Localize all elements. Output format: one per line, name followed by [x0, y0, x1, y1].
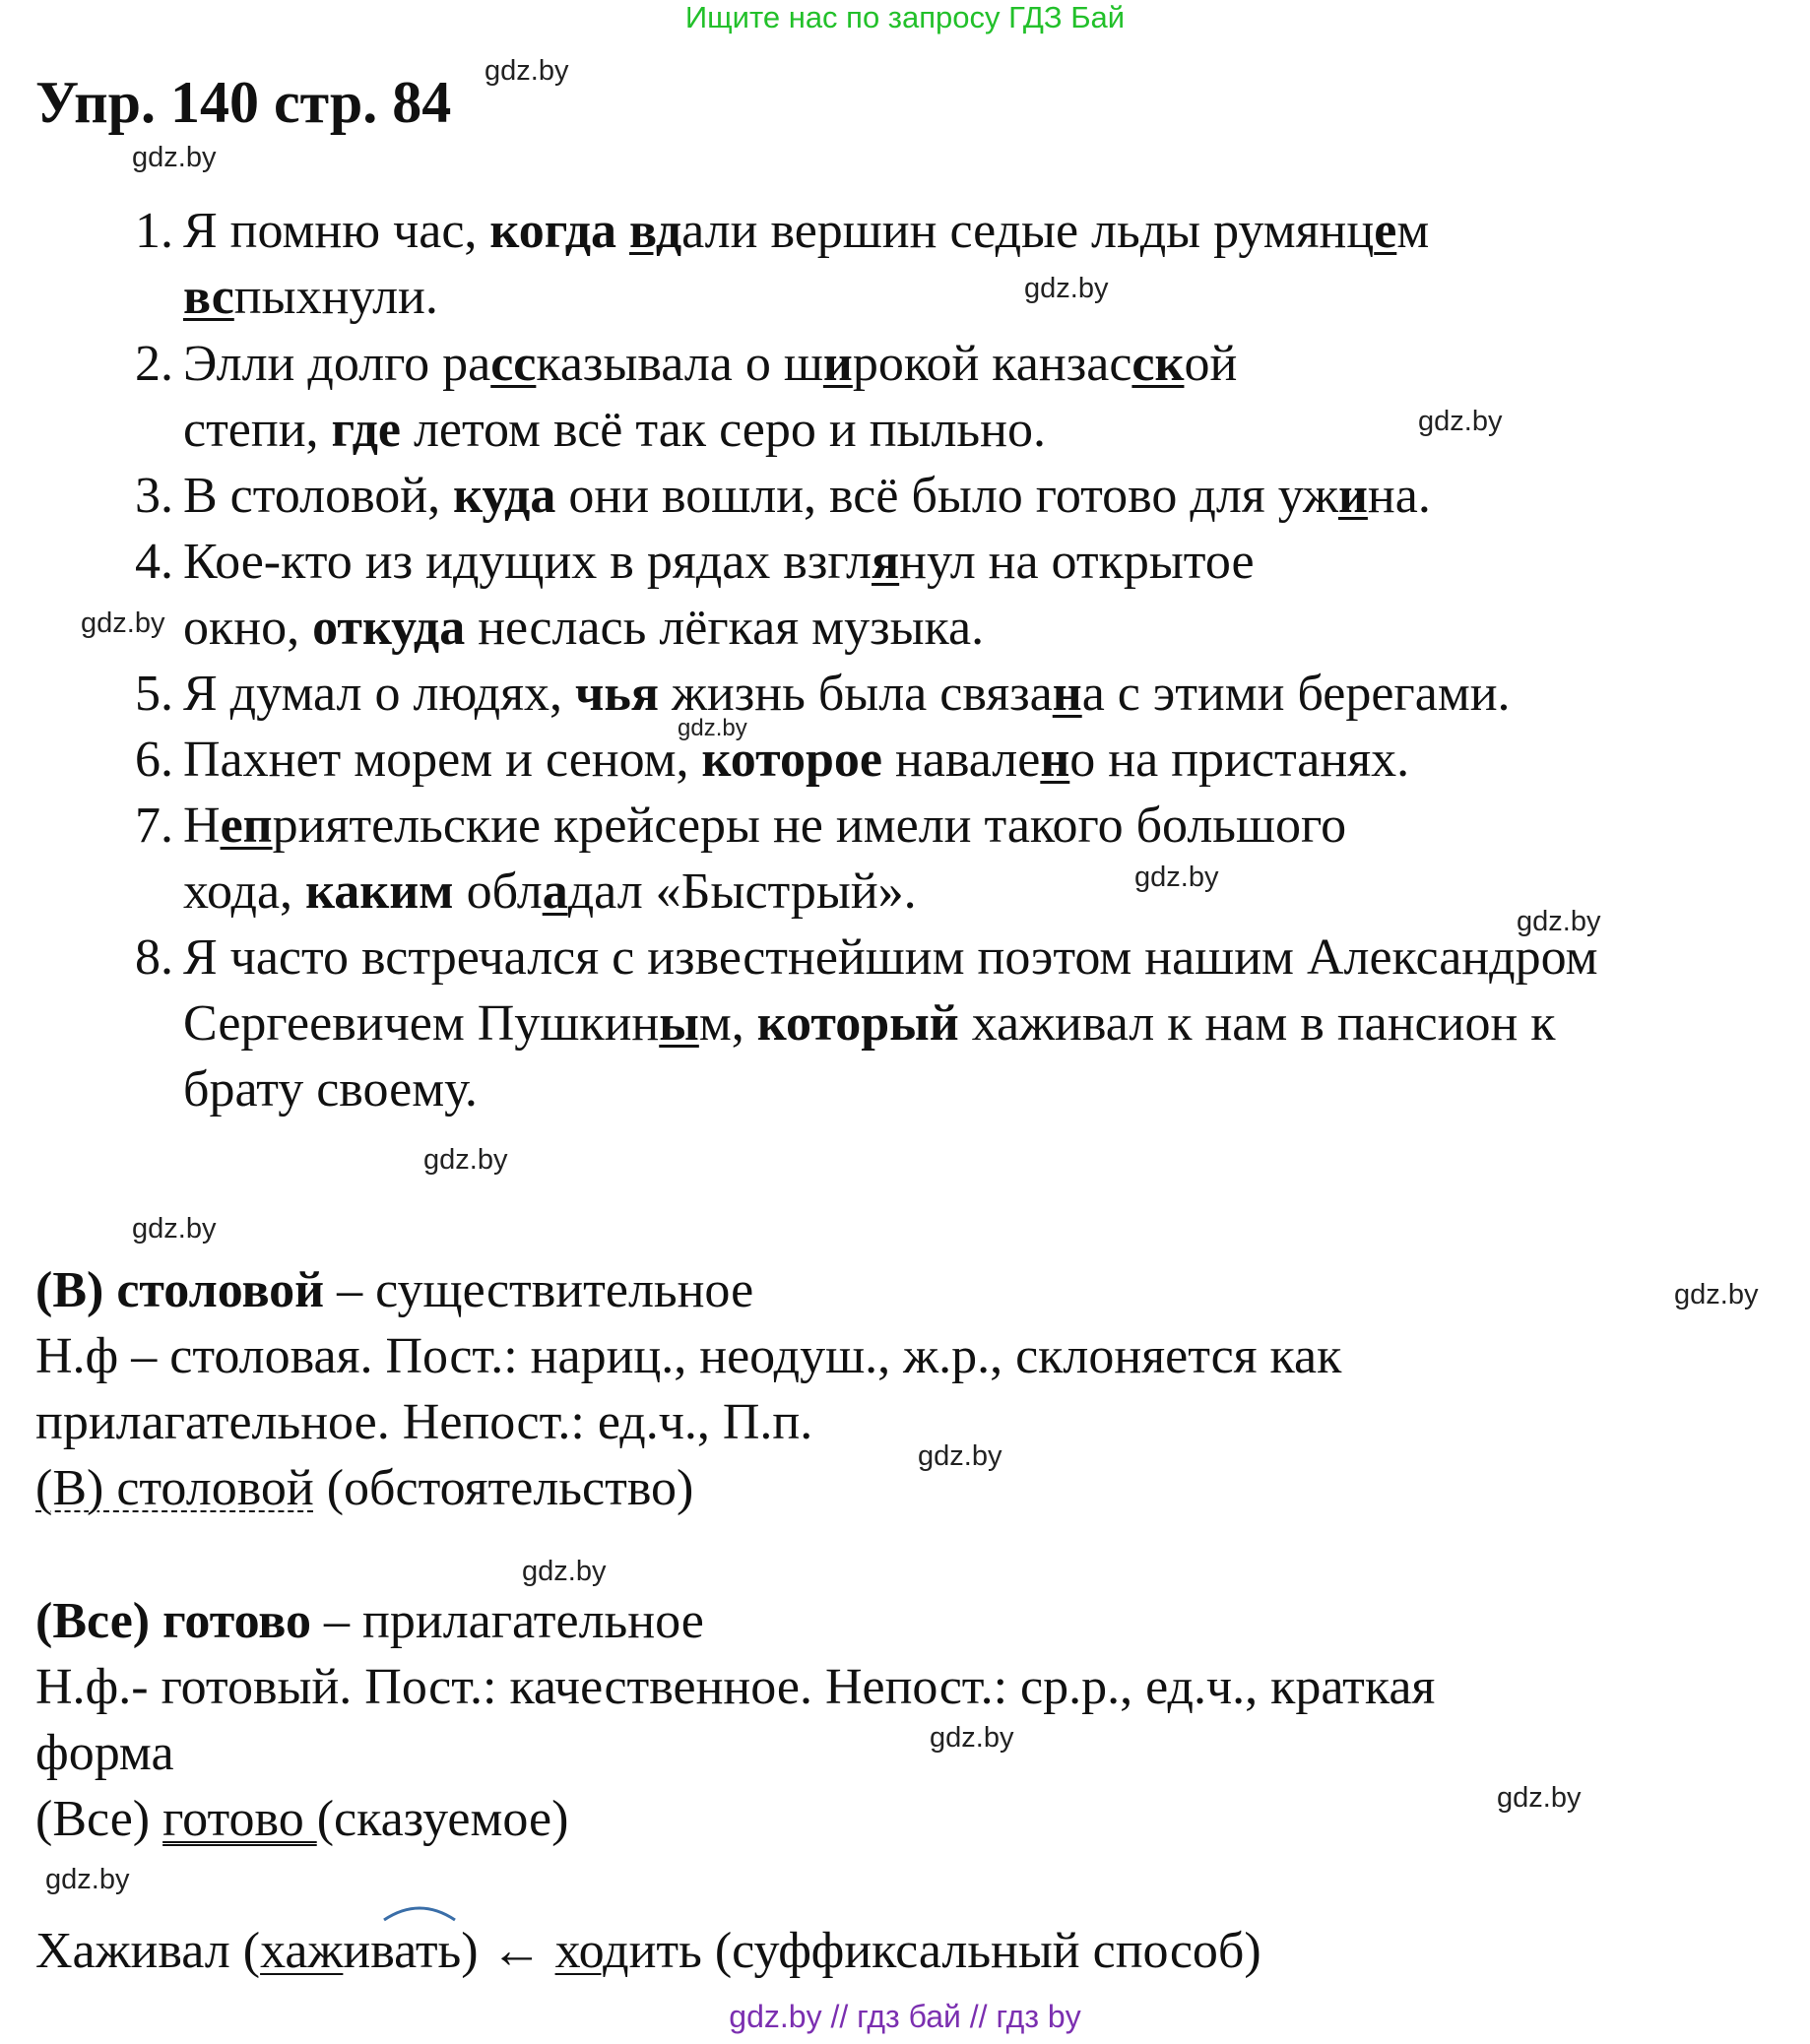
sentence-line [183, 994, 1556, 1054]
watermark: gdz.by [678, 715, 747, 741]
watermark: gdz.by [1517, 906, 1601, 937]
sentence-line [183, 202, 1429, 261]
analysis-line: Н.ф.- готовый. Пост.: качественное. Непост.: ср.р., ед.ч., краткая [35, 1659, 1436, 1715]
relative-word: когда [489, 203, 617, 259]
sentence-text: брату своему. [183, 1061, 478, 1118]
derived-rest: ивать) ← [343, 1923, 555, 1979]
sentence-text: али вершин седые льды румянц [681, 203, 1375, 259]
list-number: 8. [135, 929, 173, 986]
derived-word: Хаживал ( [35, 1923, 261, 1979]
sentence-text [616, 203, 629, 259]
relative-word: который [756, 995, 959, 1052]
analysis-line: прилагательное. Непост.: ед.ч., П.п. [35, 1394, 813, 1450]
watermark: gdz.by [1418, 406, 1503, 437]
sentence-line [183, 533, 1255, 592]
analysis-heading [35, 1592, 704, 1651]
sentence-text: обл [453, 863, 543, 920]
analysis-word: (В) столовой [35, 1262, 325, 1318]
spelling-mark: ы [659, 995, 699, 1052]
list-number: 4. [135, 534, 173, 590]
sentence-text: Я часто встречался с известнейшим поэтом нашим Александром [183, 929, 1598, 986]
sentence-text: а с этими берегами. [1081, 666, 1511, 722]
spelling-mark: и [822, 336, 853, 392]
spelling-mark: н [1040, 732, 1070, 788]
analysis-word: (Все) готово [35, 1593, 312, 1649]
footer-watermark: gdz.by // гдз бай // гдз by [729, 1999, 1081, 2034]
list-number: 2. [135, 336, 173, 392]
sentence-text: дал «Быстрый». [567, 863, 917, 920]
watermark: gdz.by [522, 1556, 607, 1587]
sentence-text: хода, [183, 863, 306, 920]
analysis-line: Н.ф – столовая. Пост.: нариц., неодуш., ж.р., склоняется как [35, 1328, 1342, 1384]
sentence-line [183, 665, 1511, 724]
watermark: gdz.by [930, 1722, 1014, 1754]
sentence-line [183, 599, 984, 658]
sentence-text: хаживал к нам в пансион к [958, 995, 1556, 1052]
adverbial-mark: (В) столовой [35, 1460, 314, 1516]
sentence-text: окно, [183, 600, 313, 656]
watermark: gdz.by [918, 1440, 1002, 1472]
sentence-text: м [1396, 203, 1430, 259]
watermark: gdz.by [1674, 1279, 1759, 1310]
syntax-role: (сказуемое) [316, 1791, 569, 1847]
watermark: gdz.by [132, 1213, 217, 1245]
exercise-title: Упр. 140 стр. 84 [35, 70, 452, 135]
list-number: 5. [135, 666, 173, 722]
sentence-text: Элли долго ра [183, 336, 491, 392]
analysis-pos: – прилагательное [311, 1593, 704, 1649]
watermark: gdz.by [132, 142, 217, 173]
watermark: gdz.by [423, 1144, 508, 1176]
sentence-text: Пахнет морем и сеном, [183, 732, 702, 788]
sentence-text: Н [183, 798, 221, 854]
sentence-text: степи, [183, 402, 332, 458]
sentence-text: о на пристанях. [1069, 732, 1410, 788]
search-banner: Ищите нас по запросу ГДЗ Бай [684, 0, 1126, 34]
watermark: gdz.by [1497, 1782, 1582, 1814]
sentence-line [183, 731, 1409, 790]
relative-word: откуда [312, 600, 466, 656]
list-number: 1. [135, 203, 173, 259]
list-number: 7. [135, 798, 173, 854]
spelling-mark: я [872, 534, 900, 590]
analysis-line: форма [35, 1725, 174, 1781]
watermark: gdz.by [81, 607, 165, 639]
sentence-text: летом всё так серо и пыльно. [400, 402, 1046, 458]
sentence-text: навале [881, 732, 1041, 788]
analysis-syntax [35, 1790, 568, 1849]
analysis-heading [35, 1261, 753, 1320]
sentence-line [183, 797, 1346, 856]
relative-word: чья [575, 666, 659, 722]
syntax-role: (обстоятельство) [313, 1460, 694, 1516]
sentence-text: они вошли, всё было готово для уж [555, 468, 1338, 524]
sentence-line [183, 268, 438, 327]
sentence-text: рокой канзас [852, 336, 1132, 392]
watermark: gdz.by [485, 55, 569, 87]
list-number: 6. [135, 732, 173, 788]
relative-word: куда [453, 468, 556, 524]
spelling-mark: и [1337, 468, 1368, 524]
relative-word: где [331, 402, 401, 458]
sentence-text: неслась лёгкая музыка. [465, 600, 985, 656]
watermark: gdz.by [1134, 862, 1219, 893]
derivation-line [35, 1922, 1261, 1981]
sentence-text: жизнь была связа [659, 666, 1053, 722]
root-mark: ход [554, 1923, 629, 1979]
sentence-line [183, 467, 1431, 526]
spelling-mark: еп [220, 798, 273, 854]
subject-text: (Все) [35, 1791, 163, 1847]
sentence-text: В столовой, [183, 468, 454, 524]
relative-word: каким [305, 863, 454, 920]
analysis-pos: – существительное [324, 1262, 754, 1318]
list-number: 3. [135, 468, 173, 524]
sentence-text: нул на открытое [899, 534, 1255, 590]
sentence-text: ой [1184, 336, 1238, 392]
spelling-mark: сс [490, 336, 537, 392]
predicate-mark: готово [162, 1791, 317, 1847]
spelling-mark: н [1052, 666, 1082, 722]
sentence-text: м, [698, 995, 757, 1052]
sentence-line [183, 862, 917, 922]
spelling-mark: а [542, 863, 568, 920]
derived-rest: ить (суффиксальный способ) [628, 1923, 1261, 1979]
sentence-text: на. [1367, 468, 1431, 524]
sentence-text: Я помню час, [183, 203, 490, 259]
spelling-mark: вс [183, 269, 234, 325]
analysis-syntax [35, 1459, 693, 1518]
spelling-mark: вд [629, 203, 682, 259]
spelling-mark: ск [1131, 336, 1185, 392]
sentence-line [183, 928, 1598, 988]
sentence-text: казывала о ш [536, 336, 823, 392]
sentence-text: риятельские крейсеры не имели такого большого [272, 798, 1347, 854]
root-mark: хаж [260, 1923, 344, 1979]
sentence-text: пыхнули. [233, 269, 438, 325]
sentence-line [183, 401, 1046, 460]
spelling-mark: е [1374, 203, 1397, 259]
sentence-text: Сергеевичем Пушкин [183, 995, 660, 1052]
relative-word: которое [701, 732, 882, 788]
sentence-line [183, 335, 1237, 394]
sentence-line [183, 1060, 478, 1119]
sentence-text: Кое-кто из идущих в рядах взгл [183, 534, 873, 590]
suffix-arc-icon [380, 1900, 459, 1924]
watermark: gdz.by [45, 1864, 130, 1895]
watermark: gdz.by [1024, 273, 1109, 304]
sentence-text: Я думал о людях, [183, 666, 576, 722]
